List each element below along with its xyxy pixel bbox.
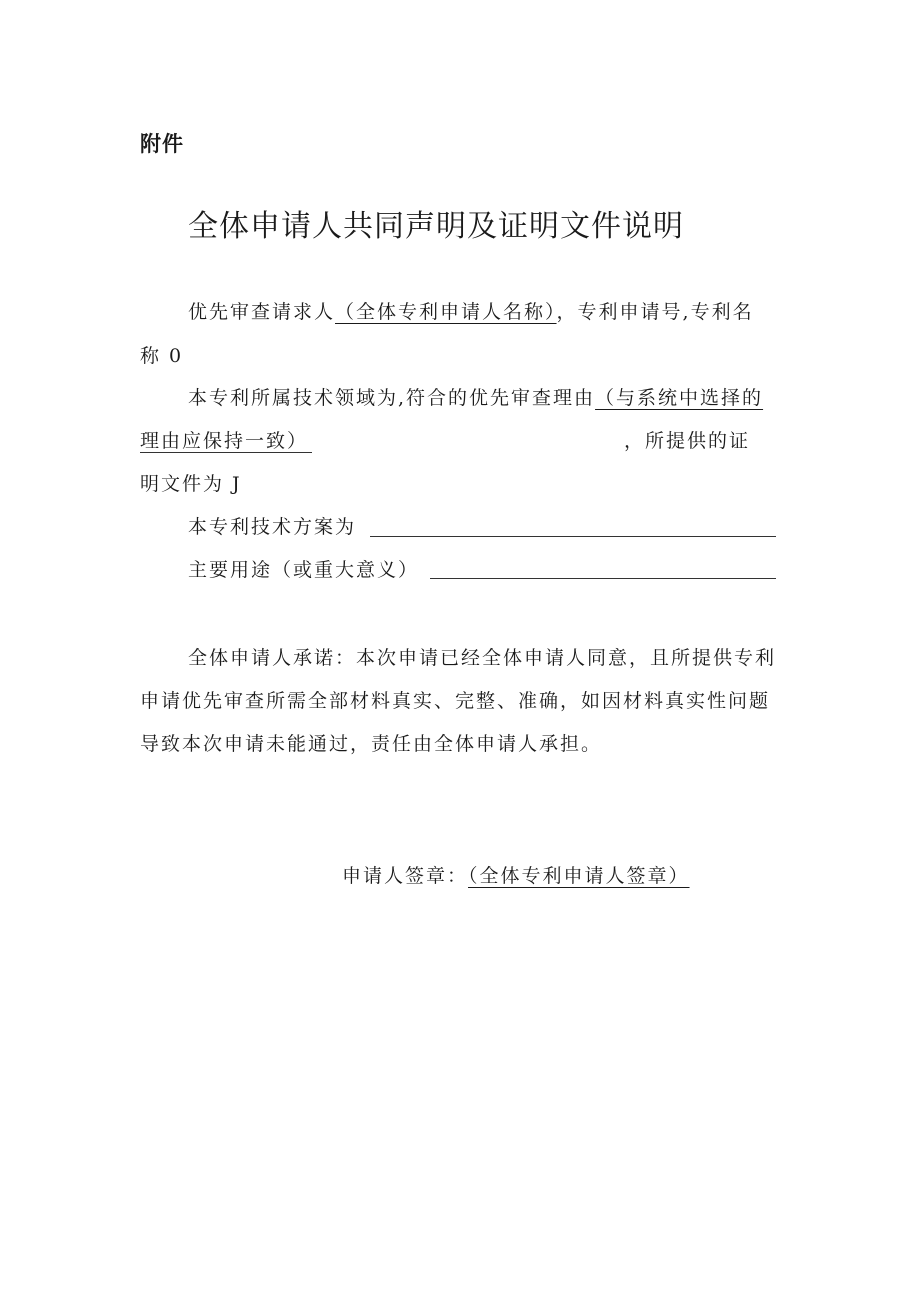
- reason-placeholder-part2: 理由应保持一致）: [140, 430, 309, 452]
- signature-label: 申请人签章：: [342, 865, 469, 887]
- technical-field-label: 本专利所属技术领域为,符合的优先审查理由: [188, 387, 596, 409]
- paragraph2-line1: [188, 386, 763, 410]
- paragraph1-line1: [188, 300, 754, 324]
- commitment-line1: 全体申请人承诺：本次申请已经全体申请人同意，且所提供专利: [188, 647, 777, 669]
- signature-line: [342, 864, 690, 888]
- requester-label: 优先审查请求人: [188, 301, 336, 323]
- reason-placeholder-part1: （与系统中选择的: [595, 387, 764, 409]
- main-use-blank[interactable]: [430, 578, 776, 579]
- attachment-label: 附件: [140, 132, 184, 156]
- main-use-label: 主要用途（或重大意义）: [188, 559, 420, 581]
- paragraph1-line2: 称 0: [140, 345, 184, 367]
- proof-documents-label: ，所提供的证: [624, 430, 751, 452]
- paragraph2-line3: 明文件为 J: [140, 473, 242, 495]
- paragraph2-line2: [140, 429, 308, 453]
- technical-solution-blank[interactable]: [370, 536, 776, 537]
- technical-solution-label: 本专利技术方案为: [188, 516, 357, 538]
- signature-placeholder[interactable]: （全体专利申请人签章）: [468, 865, 690, 887]
- applicant-name-placeholder: （全体专利申请人名称）: [335, 301, 557, 323]
- commitment-line3: 导致本次申请未能通过，责任由全体申请人承担。: [140, 733, 603, 755]
- document-title: 全体申请人共同声明及证明文件说明: [188, 209, 684, 244]
- application-number-label: ，专利申请号,专利名: [556, 301, 754, 323]
- commitment-line2: 申请优先审查所需全部材料真实、完整、准确，如因材料真实性问题: [140, 690, 771, 712]
- reason-placeholder-underline: [140, 452, 312, 453]
